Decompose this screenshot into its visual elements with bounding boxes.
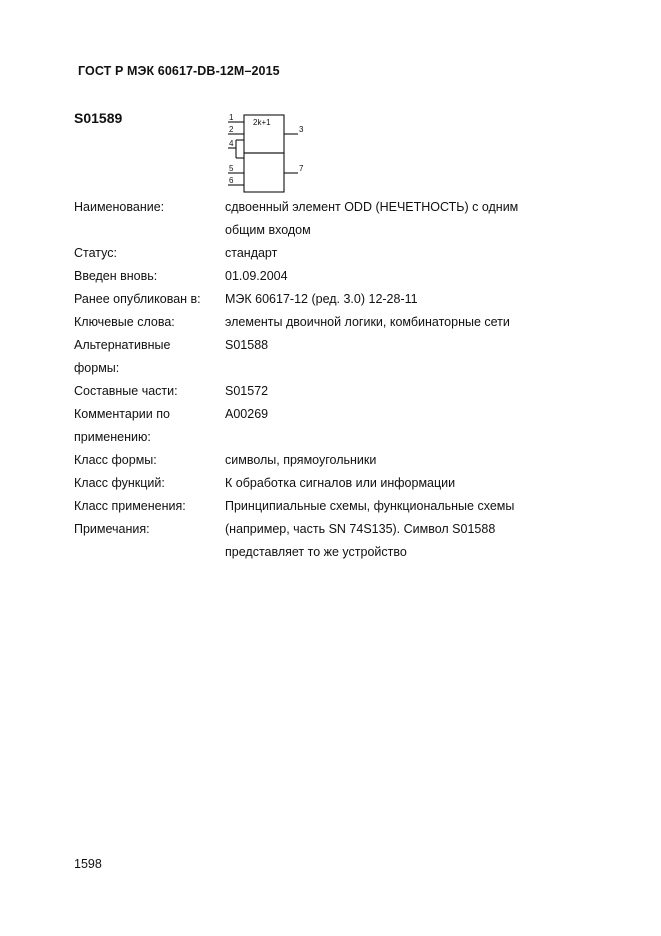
property-value xyxy=(225,426,574,449)
property-value xyxy=(225,357,574,380)
property-row xyxy=(74,196,574,219)
properties-table xyxy=(74,196,574,564)
property-label: Класс формы: xyxy=(74,453,157,467)
property-label: Класс применения: xyxy=(74,499,186,513)
property-row xyxy=(74,403,574,426)
property-row xyxy=(74,541,574,564)
property-value: стандарт xyxy=(225,246,278,260)
property-label: применению: xyxy=(74,430,151,444)
property-value: A00269 xyxy=(225,407,269,421)
property-label: Введен вновь: xyxy=(74,269,158,283)
pin-label: 7 xyxy=(299,164,304,173)
document-header: ГОСТ Р МЭК 60617-DB-12M–2015 xyxy=(78,64,280,78)
property-row xyxy=(74,219,574,242)
property-row xyxy=(74,334,574,357)
property-row xyxy=(74,311,574,334)
property-label: Примечания: xyxy=(74,522,150,536)
property-row xyxy=(74,357,574,380)
property-value: 01.09.2004 xyxy=(225,269,288,283)
property-row xyxy=(74,495,574,518)
property-row xyxy=(74,472,574,495)
page-number: 1598 xyxy=(74,857,102,871)
property-label: Наименование: xyxy=(74,200,165,214)
pin-label: 1 xyxy=(229,113,234,122)
property-label: Составные части: xyxy=(74,384,178,398)
property-row xyxy=(74,518,574,541)
property-row xyxy=(74,242,574,265)
property-label xyxy=(74,219,225,242)
property-row xyxy=(74,380,574,403)
symbol-code: S01589 xyxy=(74,110,123,126)
property-label: Комментарии по xyxy=(74,407,170,421)
property-row xyxy=(74,265,574,288)
pin-label: 6 xyxy=(229,176,234,185)
property-row xyxy=(74,426,574,449)
property-value: символы, прямоугольники xyxy=(225,453,377,467)
property-row xyxy=(74,288,574,311)
property-label: формы: xyxy=(74,361,120,375)
property-value: К обработка сигналов или информации xyxy=(225,476,456,490)
property-value: элементы двоичной логики, комбинаторные сети xyxy=(225,315,510,329)
property-value: сдвоенный элемент ODD (НЕЧЕТНОСТЬ) с одним xyxy=(225,200,519,214)
property-value: представляет то же устройство xyxy=(225,545,407,559)
property-label: Ключевые слова: xyxy=(74,315,175,329)
pin-label: 4 xyxy=(229,139,234,148)
property-value: S01572 xyxy=(225,384,269,398)
property-value: общим входом xyxy=(225,223,311,237)
property-value: Принципиальные схемы, функциональные схемы xyxy=(225,499,515,513)
property-label: Альтернативные xyxy=(74,338,171,352)
property-label: Ранее опубликован в: xyxy=(74,292,201,306)
property-label xyxy=(74,541,225,564)
function-qualifier: 2k+1 xyxy=(253,118,271,127)
property-label: Класс функций: xyxy=(74,476,165,490)
pin-label: 5 xyxy=(229,164,234,173)
property-row xyxy=(74,449,574,472)
property-value: МЭК 60617-12 (ред. 3.0) 12-28-11 xyxy=(225,292,418,306)
pin-label: 3 xyxy=(299,125,304,134)
property-value: S01588 xyxy=(225,338,269,352)
pin-label: 2 xyxy=(229,125,234,134)
property-value: (например, часть SN 74S135). Символ S01588 xyxy=(225,522,496,536)
lower-element-box xyxy=(244,153,284,192)
logic-symbol-diagram xyxy=(226,113,316,193)
property-label: Статус: xyxy=(74,246,117,260)
